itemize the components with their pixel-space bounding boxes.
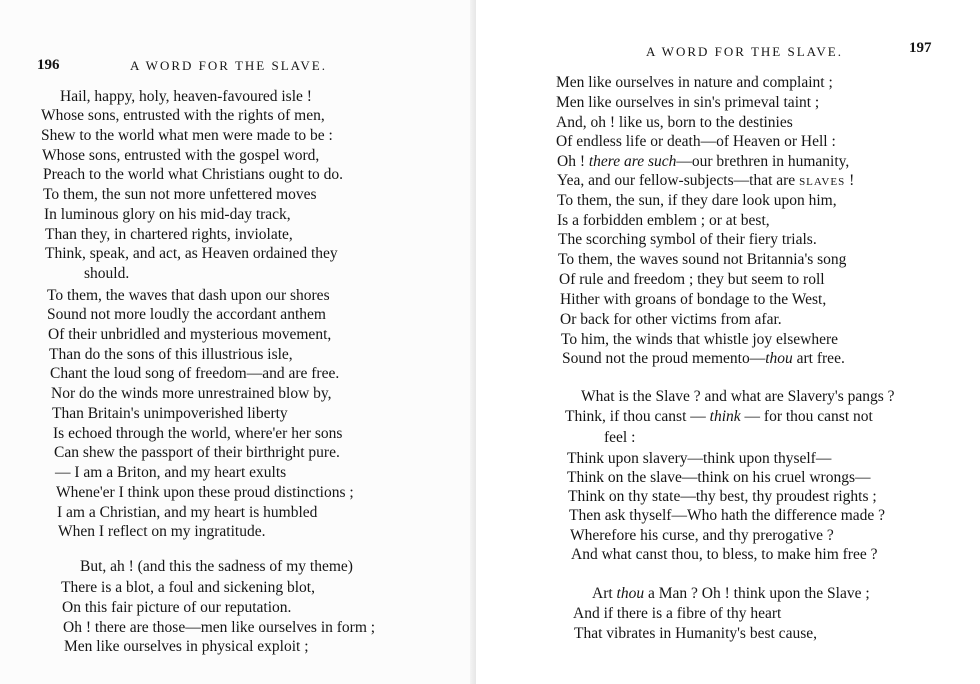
verse-line [557, 153, 849, 171]
verse-line: And if there is a fibre of thy heart [573, 605, 782, 622]
italic-text: thou [765, 350, 793, 367]
verse-line: Than Britain's unimpoverished liberty [52, 405, 288, 422]
verse-line: To them, the sun not more unfettered moves [43, 186, 317, 203]
verse-line: Think on thy state—thy best, thy proudest rights ; [568, 488, 877, 505]
verse-text: art free. [792, 350, 845, 367]
verse-line: Think on the slave—think on his cruel wrongs— [567, 469, 871, 486]
verse-text: Sound not the proud memento— [562, 350, 766, 367]
verse-line: Preach to the world what Christians ought to do. [43, 166, 344, 183]
verse-line: Oh ! there are those—men like ourselves in form ; [63, 619, 376, 636]
left-page [0, 0, 476, 684]
verse-line: And, oh ! like us, born to the destinies [556, 114, 793, 131]
page-number: 197 [909, 40, 932, 56]
verse-line: Of their unbridled and mysterious movement, [48, 326, 332, 343]
verse-text: — for thou canst not [740, 408, 873, 425]
verse-line: Shew to the world what men were made to be : [41, 127, 333, 144]
verse-line [592, 585, 870, 603]
verse-line: Think upon slavery—think upon thyself— [567, 450, 832, 467]
verse-line: Hither with groans of bondage to the West, [560, 291, 827, 308]
italic-text: there are such [588, 153, 677, 170]
verse-line: — I am a Briton, and my heart exults [55, 464, 287, 481]
verse-line: Whose sons, entrusted with the rights of men, [41, 107, 325, 124]
verse-text: a Man ? Oh ! think upon the Slave ; [644, 585, 870, 602]
verse-line: Is a forbidden emblem ; or at best, [557, 212, 770, 229]
italic-text: thou [616, 585, 645, 602]
verse-line: To them, the sun, if they dare look upon him, [557, 192, 837, 209]
verse-line: What is the Slave ? and what are Slavery's pangs ? [581, 388, 895, 405]
verse-line: Of rule and freedom ; they but seem to roll [559, 271, 825, 288]
verse-line: Whene'er I think upon these proud distinctions ; [56, 484, 354, 501]
verse-line [562, 350, 845, 368]
verse-line: Than they, in chartered rights, inviolate, [45, 226, 293, 243]
verse-line: I am a Christian, and my heart is humbled [57, 504, 318, 521]
verse-line: Nor do the winds more unrestrained blow by, [51, 385, 332, 402]
verse-text: Think, if thou canst — [565, 408, 710, 425]
verse-line: feel : [604, 429, 636, 446]
verse-line: Think, speak, and act, as Heaven ordained they [45, 245, 338, 262]
verse-line: Than do the sons of this illustrious isle, [49, 346, 293, 363]
verse-line: And what canst thou, to bless, to make him free ? [571, 546, 878, 563]
right-page [476, 0, 980, 684]
verse-line: To them, the waves that dash upon our shores [47, 287, 330, 304]
verse-line: Hail, happy, holy, heaven-favoured isle ! [60, 88, 312, 105]
verse-line: Of endless life or death—of Heaven or Hell : [556, 133, 836, 150]
page-number: 196 [37, 57, 60, 73]
verse-line: The scorching symbol of their fiery trials. [558, 231, 817, 248]
verse-line: Sound not more loudly the accordant anthem [47, 306, 326, 323]
verse-line: Chant the loud song of freedom—and are free. [50, 365, 340, 382]
verse-line: should. [84, 265, 130, 282]
verse-text: ! [845, 172, 855, 189]
verse-text: Oh ! [557, 153, 589, 170]
verse-line: Men like ourselves in nature and complaint ; [556, 74, 833, 91]
verse-line: On this fair picture of our reputation. [62, 599, 292, 616]
verse-line: Whose sons, entrusted with the gospel word, [42, 147, 320, 164]
verse-line: Can shew the passport of their birthright pure. [54, 444, 340, 461]
verse-line: Men like ourselves in sin's primeval taint ; [556, 94, 820, 111]
verse-text: Yea, and our fellow-subjects—that are [557, 172, 800, 189]
verse-line: To them, the waves sound not Britannia's song [558, 251, 847, 268]
verse-line [565, 408, 873, 426]
verse-text: Art [592, 585, 617, 602]
verse-line: But, ah ! (and this the sadness of my theme) [80, 558, 353, 575]
italic-text: think [709, 408, 741, 425]
verse-line: There is a blot, a foul and sickening blot, [61, 579, 315, 596]
verse-line: Wherefore his curse, and thy prerogative ? [570, 527, 834, 544]
running-head: A WORD FOR THE SLAVE. [646, 44, 843, 59]
verse-line: When I reflect on my ingratitude. [58, 523, 266, 540]
verse-line: In luminous glory on his mid-day track, [44, 206, 291, 223]
verse-line: To him, the winds that whistle joy elsewhere [561, 331, 839, 348]
running-head: A WORD FOR THE SLAVE. [130, 58, 327, 73]
verse-text: —our brethren in humanity, [676, 153, 850, 170]
verse-line: Is echoed through the world, where'er her sons [53, 425, 343, 442]
small-caps-text: slaves [799, 172, 846, 189]
verse-line: Men like ourselves in physical exploit ; [64, 638, 309, 655]
verse-line [557, 172, 854, 190]
verse-line: Then ask thyself—Who hath the difference made ? [569, 507, 886, 524]
verse-line: Or back for other victims from afar. [560, 311, 782, 328]
verse-line: That vibrates in Humanity's best cause, [574, 625, 817, 642]
